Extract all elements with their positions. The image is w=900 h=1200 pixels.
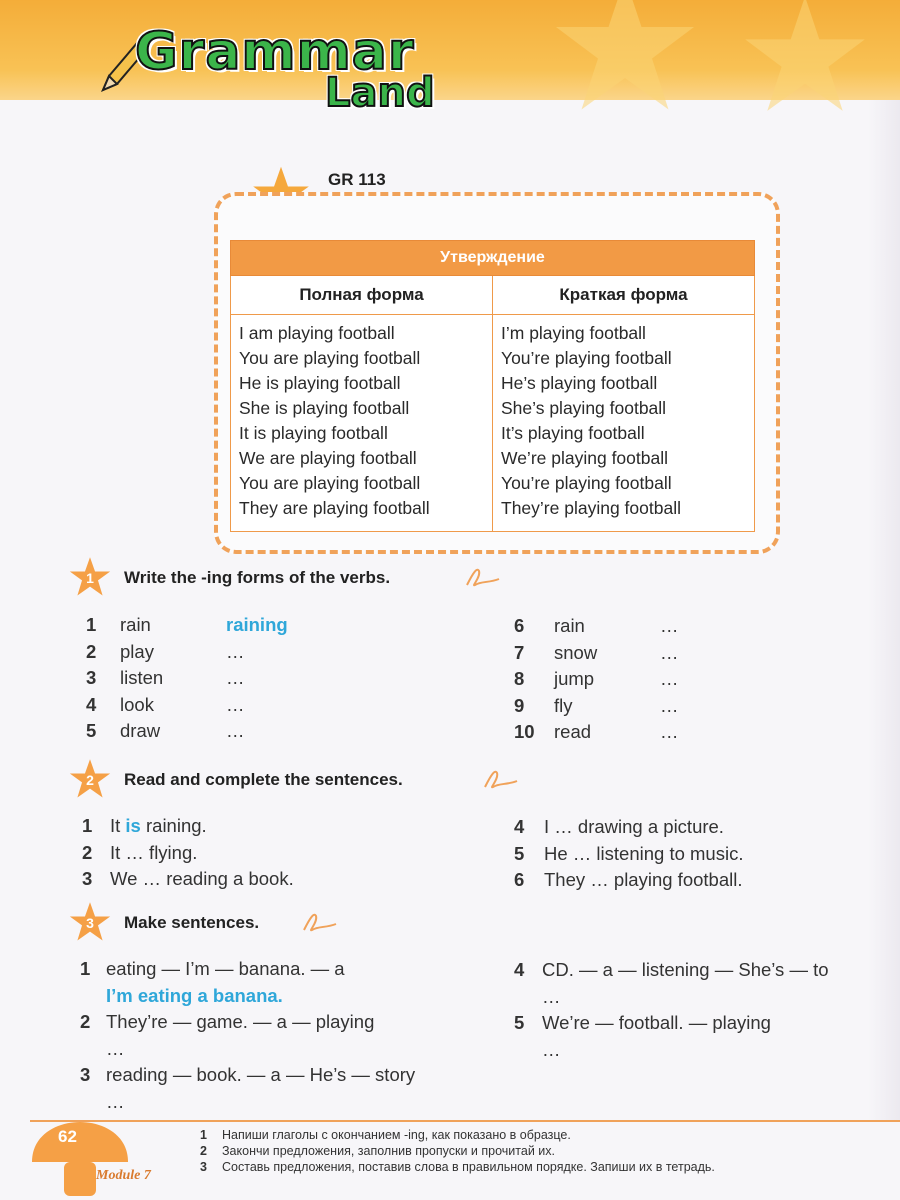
exercise-number: 3: [86, 915, 94, 931]
footnote: 3 Составь предложения, поставив слова в правильном порядке. Запиши их в тетрадь.: [200, 1160, 715, 1174]
list-item: 2 play …: [86, 641, 245, 662]
short-form-row: I’m playing football: [501, 323, 646, 343]
list-item: 1 It is raining.: [82, 815, 207, 836]
background-star-icon: [540, 0, 710, 120]
short-form-row: She’s playing football: [501, 398, 667, 418]
list-item: 10 read …: [514, 721, 679, 742]
grammar-reference-code: GR 113: [328, 170, 386, 189]
page-edge: [868, 100, 900, 1120]
table-banner: Утверждение: [231, 241, 755, 276]
list-item: 5 He … listening to music.: [514, 843, 744, 864]
exercise-3-title: Make sentences.: [124, 913, 260, 932]
write-icon: [300, 908, 340, 936]
list-item: 2 It … flying.: [82, 842, 198, 863]
list-item: 3 We … reading a book.: [82, 868, 294, 889]
list-item: 6 rain …: [514, 615, 679, 636]
footnote: 1 Напиши глаголы с окончанием -ing, как показано в образце.: [200, 1128, 571, 1142]
mushroom-icon: [28, 1118, 158, 1198]
list-item: 6 They … playing football.: [514, 869, 743, 890]
short-form-row: You’re playing football: [501, 473, 672, 493]
list-item: 4 I … drawing a picture.: [514, 816, 724, 837]
list-item: 1 rain raining: [86, 614, 288, 635]
short-form-row: We’re playing football: [501, 448, 668, 468]
short-form-row: You’re playing football: [501, 348, 672, 368]
full-form-row: You are playing football: [239, 348, 421, 368]
column-header-short-form: Краткая форма: [493, 276, 755, 315]
short-form-row: It’s playing football: [501, 423, 645, 443]
example-answer: I’m eating a banana.: [106, 985, 283, 1006]
logo-word-grammar: Grammar: [135, 22, 415, 82]
footnote: 2 Закончи предложения, заполнив пропуски и прочитай их.: [200, 1144, 555, 1158]
full-forms-cell: [231, 315, 493, 532]
short-form-row: They’re playing football: [501, 498, 681, 518]
full-form-row: They are playing football: [239, 498, 430, 518]
list-item: 8 jump …: [514, 668, 679, 689]
exercise-2-title: Read and complete the sentences.: [124, 770, 403, 789]
full-form-row: You are playing football: [239, 473, 421, 493]
list-item: 4 look …: [86, 694, 245, 715]
write-icon: [481, 765, 521, 793]
list-item: 5 We’re — football. — playing: [514, 1012, 771, 1033]
exercise-number: 2: [86, 772, 94, 788]
list-item: 5 draw …: [86, 720, 245, 741]
list-item: 1 eating — I’m — banana. — a: [80, 958, 345, 979]
list-item: 3 reading — book. — a — He’s — story: [80, 1064, 416, 1085]
answer-placeholder: …: [542, 1039, 561, 1060]
short-form-row: He’s playing football: [501, 373, 658, 393]
list-item: 4 CD. — a — listening — She’s — to: [514, 959, 829, 980]
background-star-icon: [730, 0, 880, 120]
list-item: 3 listen …: [86, 667, 245, 688]
full-form-row: He is playing football: [239, 373, 401, 393]
answer-placeholder: …: [542, 986, 561, 1007]
answer-placeholder: …: [106, 1091, 125, 1112]
full-form-row: She is playing football: [239, 398, 410, 418]
full-form-row: It is playing football: [239, 423, 388, 443]
full-form-row: We are playing football: [239, 448, 417, 468]
exercise-number: 1: [86, 570, 94, 586]
column-header-full-form: Полная форма: [231, 276, 493, 315]
grammar-land-logo: [95, 18, 455, 128]
logo-word-land: Land: [325, 70, 435, 116]
short-forms-cell: [493, 315, 755, 532]
exercise-1-title: Write the -ing forms of the verbs.: [124, 568, 391, 587]
list-item: 9 fly …: [514, 695, 679, 716]
footer-rule: [30, 1120, 900, 1122]
answer-placeholder: …: [106, 1038, 125, 1059]
write-icon: [463, 563, 503, 591]
module-label: Module 7: [96, 1168, 151, 1183]
grammar-table: [230, 240, 755, 532]
page-number: 62: [58, 1127, 77, 1146]
full-form-row: I am playing football: [239, 323, 395, 343]
list-item: 2 They’re — game. — a — playing: [80, 1011, 375, 1032]
list-item: 7 snow …: [514, 642, 679, 663]
